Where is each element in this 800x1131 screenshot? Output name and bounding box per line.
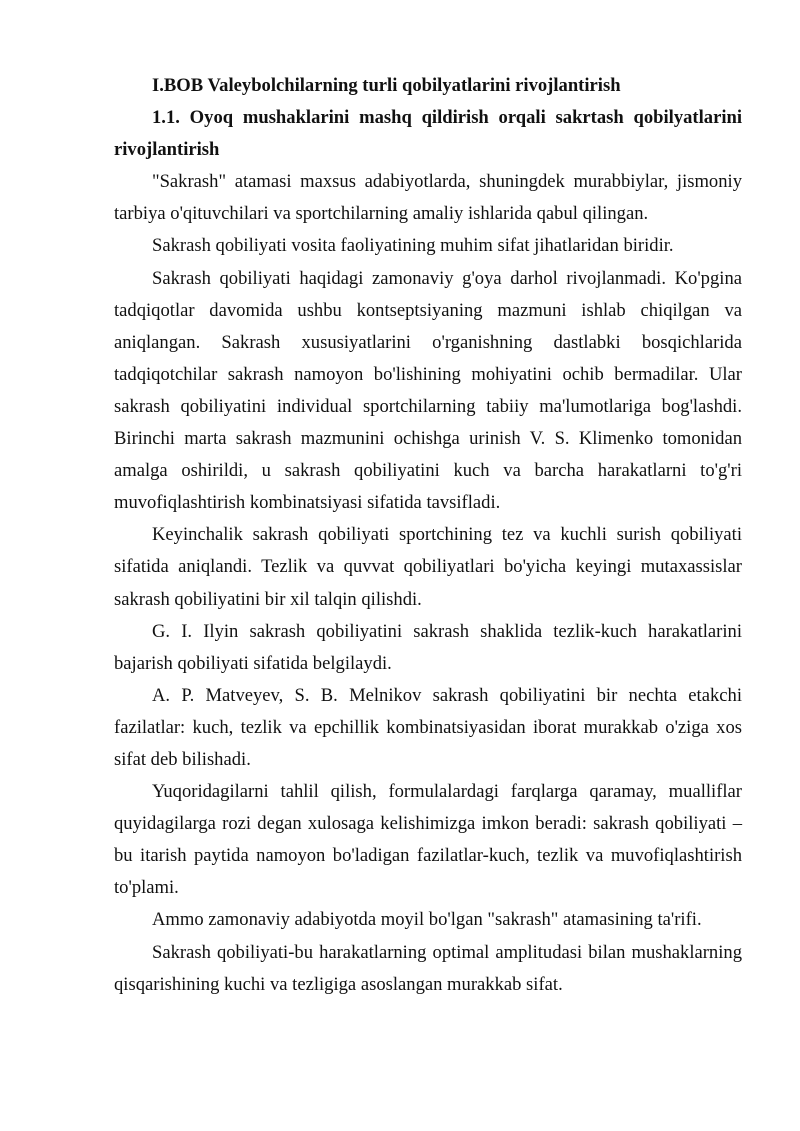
paragraph: Sakrash qobiliyati vosita faoliyatining muhim sifat jihatlaridan biridir. bbox=[152, 235, 674, 257]
paragraph: Sakrash qobiliyati haqidagi zamonaviy g'oya darhol rivojlanmadi. Ko'pgina tadqiqotlar davomida ushbu kontseptsiyaning mazmuni ishlab chiqilgan va aniqlangan. Sakrash xususiyatlarini o'rganishning dastlabki bosqichlarida tadqiqotchilar sakrash namoyon bo'lishining mohiyatini ochib bermadilar. Ular sakrash qobiliyatini individual sportchilarning tabiiy ma'lumotlariga bog'lashdi. Birinchi marta sakrash mazmunini ochishga urinish V. S. Klimenko tomonidan amalga oshirildi, u sakrash qobiliyatini kuch va barcha harakatlarni to'g'ri muvofiqlashtirish kombinatsiyasi sifatida tavsifladi. bbox=[114, 267, 742, 514]
paragraph: Sakrash qobiliyati-bu harakatlarning optimal amplitudasi bilan mushaklarning qisqarishining kuchi va tezligiga asoslangan murakkab sifat. bbox=[114, 941, 742, 995]
section-heading: 1.1. Oyoq mushaklarini mashq qildirish orqali sakrtash qobilyatlarini rivojlantirish bbox=[114, 107, 742, 161]
paragraph: "Sakrash" atamasi maxsus adabiyotlarda, shuningdek murabbiylar, jismoniy tarbiya o'qituvchilari va sportchilarning amaliy ishlarida qabul qilingan. bbox=[114, 171, 742, 225]
paragraph: Yuqoridagilarni tahlil qilish, formulalardagi farqlarga qaramay, mualliflar quyidagilarga rozi degan xulosaga kelishimizga imkon beradi: sakrash qobiliyati – bu itarish paytida namoyon bo'ladigan fazilatlar-kuch, tezlik va muvofiqlashtirish to'plami. bbox=[114, 781, 742, 899]
paragraph: Keyinchalik sakrash qobiliyati sportchining tez va kuchli surish qobiliyati sifatida aniqlandi. Tezlik va quvvat qobiliyatlari bo'yicha keyingi mutaxassislar sakrash qobiliyatini bir xil talqin qilishdi. bbox=[114, 524, 742, 610]
paragraph: G. I. Ilyin sakrash qobiliyatini sakrash shaklida tezlik-kuch harakatlarini bajarish qobiliyati sifatida belgilaydi. bbox=[114, 620, 742, 674]
paragraph: Ammo zamonaviy adabiyotda moyil bo'lgan "sakrash" atamasining ta'rifi. bbox=[152, 909, 702, 931]
paragraph: A. P. Matveyev, S. B. Melnikov sakrash qobiliyatini bir nechta etakchi fazilatlar: kuch, tezlik va epchillik kombinatsiyasidan iborat murakkab o'ziga xos sifat deb bilishadi. bbox=[114, 684, 742, 770]
chapter-heading: I.BOB Valeybolchilarning turli qobilyatlarini rivojlantirish bbox=[152, 75, 621, 96]
